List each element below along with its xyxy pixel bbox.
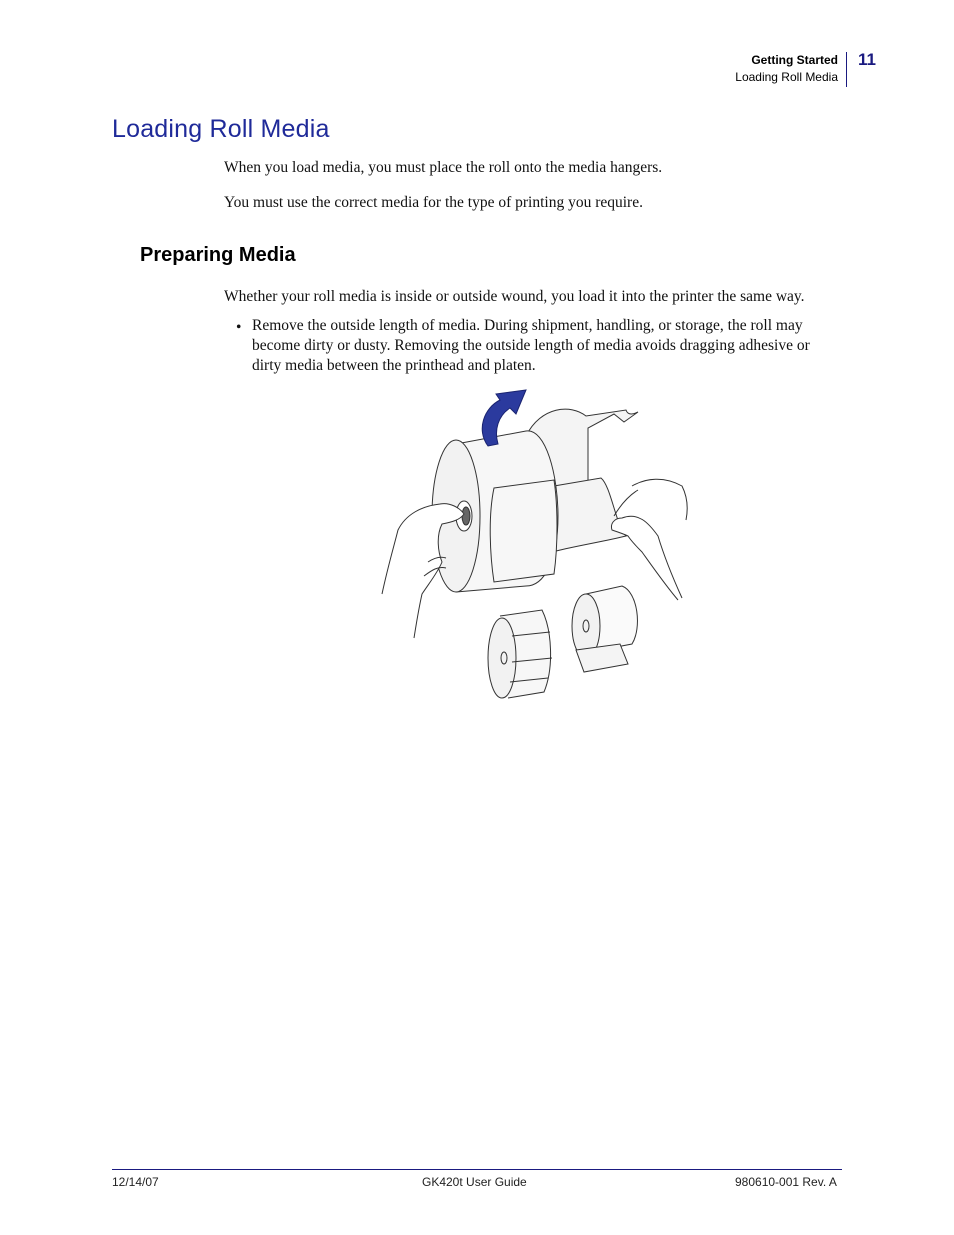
body-paragraph: Whether your roll media is inside or outside wound, you load it into the printer the same way.	[224, 288, 805, 305]
intro-paragraph-1: When you load media, you must place the roll onto the media hangers.	[224, 159, 663, 176]
bullet-item: Remove the outside length of media. During shipment, handling, or storage, the roll may become dirty or dusty. Removing the outside length of media avoids dragging adhesive or dirty media between the printhead and platen.	[252, 317, 810, 374]
section-heading: Preparing Media	[140, 244, 296, 266]
bullet-marker: •	[236, 319, 242, 336]
page-title: Loading Roll Media	[112, 115, 330, 143]
header-subsection: Loading Roll Media	[735, 70, 838, 84]
running-header	[735, 52, 838, 86]
footer-rule	[112, 1169, 842, 1170]
footer-guide-title: GK420t User Guide	[422, 1175, 527, 1189]
footer-revision: 980610-001 Rev. A	[735, 1175, 837, 1189]
roll-media-illustration	[376, 386, 692, 706]
intro-paragraph-2: You must use the correct media for the type of printing you require.	[224, 194, 643, 211]
header-divider	[846, 52, 847, 87]
footer-date: 12/14/07	[112, 1175, 159, 1189]
page-number: 11	[858, 50, 876, 69]
header-section: Getting Started	[751, 53, 838, 67]
